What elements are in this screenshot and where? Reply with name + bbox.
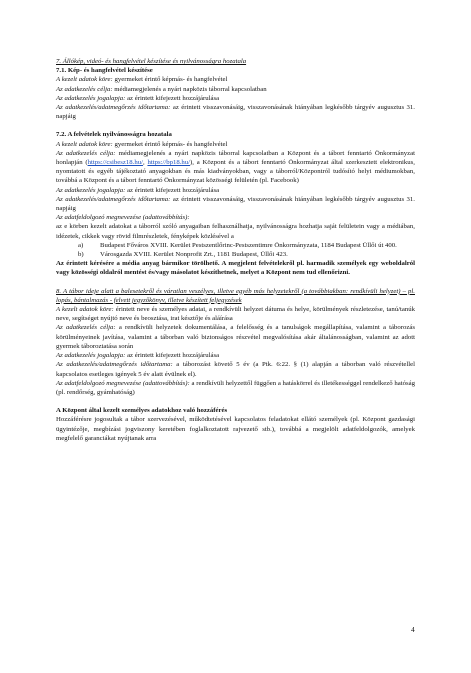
s72-media-notice: Az érintett kérésére a média anyag bármikor törölhető. A megjelent felvételekről pl. harmadik személyek egy weboldalról vagy közösségi oldalról mentést és/vagy másolatot készíthetnek, melyet a Központ nem tud ellenőrizni. [56, 260, 415, 277]
page-content [56, 57, 415, 443]
section-7-1-title: 7.1. Kép- és hangfelvétel készítése [56, 67, 153, 75]
s8-data-scope: A kezelt adatok köre: érintett neve és személyes adatai, a rendkívüli helyzet dátuma és helye, körülmények részletezése, tanú/tanúk neve, segítséget nyújtó neve és beosztása, irat késztője és aláírása [56, 306, 415, 323]
s71-purpose: Az adatkezelés célja: médiamegjelenés a nyári napközis táborral kapcsolatban [56, 85, 267, 93]
link-bp18[interactable]: https://bp18.hu/ [147, 159, 191, 167]
access-section-title: A Központ által kezelt személyes adatokhoz való hozzáférés [56, 407, 228, 415]
s72-legal-basis: Az adatkezelés jogalapja: az érintett kifejezett hozzájárulása [56, 186, 220, 194]
s72-processor-text: az e körben kezelt adatokat a táborról szóló anyagaiban felhasználhatja, nyilvánosságra hozhatja saját felületein vagy a médiában, idézetek, cikkek vagy rövid filmrészletek, fényképek közlésével a [56, 223, 415, 240]
list-item: a) Budapest Főváros XVIII. Kerület Pestszentlőrinc-Pestszentimre Önkormányzata, 1184 Budapest Üllői út 400. [78, 241, 397, 249]
list-item: b) Városgazda XVIII. Kerület Nonprofit Zrt., 1181 Budapest, Üllői 423. [78, 251, 288, 259]
s8-purpose: Az adatkezelés célja: a rendkívüli helyzetek dokumentálása, a felelősség és a tanulságok megállapítása, valamint a táborozás körülményeinek javítása, valamint a táborban való biztonságos részvétel megvalósítása akár általánosságban, valamint az adott gyermek táboroztatása során [56, 324, 416, 350]
s8-legal-basis: Az adatkezelés jogalapja: az érintett kifejezett hozzájárulása [56, 352, 220, 360]
section-7-2-title: 7.2. A felvételek nyilvánosságra hozatala [56, 131, 172, 139]
s71-data-scope: A kezelt adatok köre: gyermeket érintő képmás- és hangfelvétel [56, 76, 228, 84]
access-section-text: Hozzáférésre jogosultak a tábor szervezésével, működtetésével kapcsolatos feladatokat ellátó személyek (pl. Központ gazdasági ügyintézője, megbízási jogviszony keretében foglalkoztatott rajvezető stb.), továbbá a megjelölt adatfeldolgozók, amelyek megfelelő garanciákat nyújtanak arra [56, 416, 415, 442]
s8-retention: Az adatkezelés/adatmegőrzés időtartama: a táborozást követő 5 év (a Ptk. 6:22. § (1) alapján a táborban való részvétellel kapcsolatos esetleges igények 5 év alatt évülnek el). [56, 361, 415, 378]
section-7-heading: 7. Állókép, videó- és hangfelvétel készítése és nyilvánosságra hozatala [56, 58, 247, 65]
processor-list [56, 241, 415, 259]
s72-retention: Az adatkezelés/adatmegőrzés időtartama: az érintett visszavonásáig, visszavonásának hiányában legkésőbb tárgyév augusztus 31. napjáig [56, 195, 415, 213]
s71-legal-basis: Az adatkezelés jogalapja: az érintett kifejezett hozzájárulása [56, 94, 220, 102]
link-csibesz18[interactable]: https://csibesz18.hu/ [87, 159, 143, 167]
s72-processor-label: Az adatfeldolgozó megnevezése (adattovábbítás): [56, 214, 190, 222]
page-number: 4 [411, 625, 415, 634]
s72-purpose: Az adatkezelés célja: médiamegjelenés a nyári napközis táborral kapcsolatban a Központ és a tábort fenntartó Önkormányzat honlapján (https://csibesz18.hu/, https://bp18.hu/), a Központ és a tábort fenntartó Önkormányzat által szerkesztett elektronikus, nyomtatott és egyéb tájékoztató anyagokban és más kiadványokban, vagy a táborról/Központról tudósító helyi médiumokban, továbbá a Központ és a tábort fenntartó Önkormányzat közösségi felületén (pl. Facebook) [56, 149, 415, 185]
s8-processor: Az adatfeldolgozó megnevezése (adattovábbítás): a rendkívüli helyzettől függően a hatáskörrel és illetékességgel rendelkező hatóság (pl. rendőrség, gyámhatóság) [56, 379, 415, 396]
s72-data-scope: A kezelt adatok köre: gyermeket érintő képmás- és hangfelvétel [56, 140, 228, 148]
s71-retention: Az adatkezelés/adatmegőrzés időtartama: az érintett visszavonásáig, visszavonásának hiányában legkésőbb tárgyév augusztus 31. napjáig [56, 104, 415, 121]
section-8-heading: 8. A tábor ideje alatt a balesetekről és váratlan veszélyes, illetve egyéb más helyzetekről (a továbbiakban: rendkívüli helyzet) – pl. lopás, bántalmazás - felvett jegyzőkönyv, illetve készített feljegyzések [56, 287, 415, 304]
